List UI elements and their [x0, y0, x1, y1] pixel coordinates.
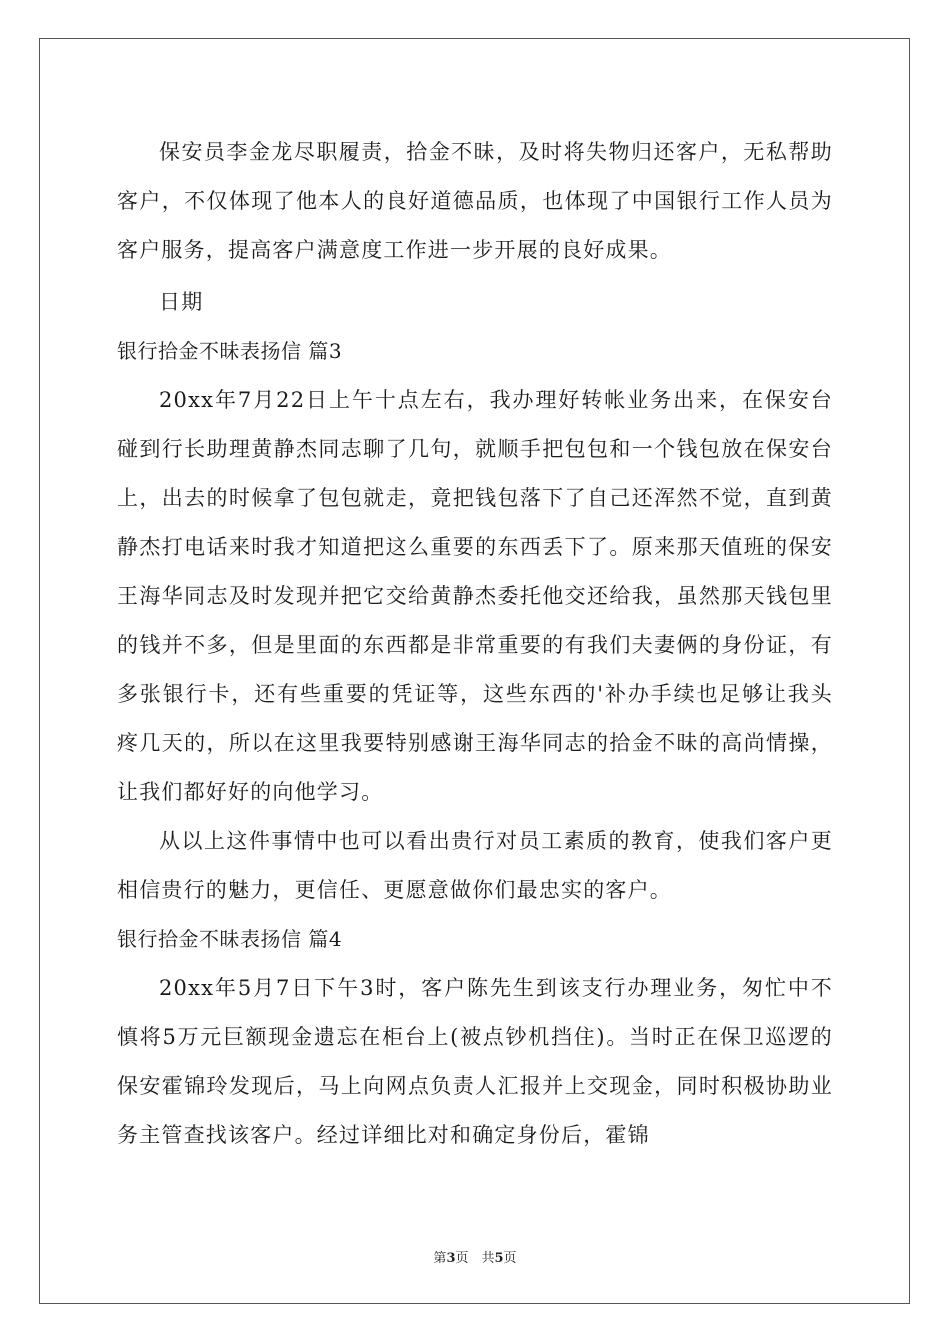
section-heading-3: 银行拾金不昧表扬信 篇3: [117, 339, 343, 363]
footer-mid: 页 共: [455, 1251, 495, 1266]
paragraph-2: 20xx年7月22日上午十点左右，我办理好转帐业务出来，在保安台碰到行长助理黄静杰同志聊了几句，就顺手把包包和一个钱包放在保安台上，出去的时候拿了包包就走，竟把钱包落下了自己还浑然不觉，直到黄静杰打电话来时我才知道把这么重要的东西丢下了。原来那天值班的保安王海华同志及时发现并把它交给黄静杰委托他交还给我，虽然那天钱包里的钱并不多，但是里面的东西都是非常重要的有我们夫妻俩的身份证，有多张银行卡，还有些重要的凭证等，这些东西的'补办手续也足够让我头疼几天的，所以在这里我要特别感谢王海华同志的拾金不昧的高尚情操，让我们都好好的向他学习。: [117, 388, 833, 804]
paragraph-1: 保安员李金龙尽职履责，拾金不昧，及时将失物归还客户，无私帮助客户，不仅体现了他本人的良好道德品质，也体现了中国银行工作人员为客户服务，提高客户满意度工作进一步开展的良好成果。: [117, 140, 833, 262]
footer-prefix: 第: [433, 1251, 447, 1266]
date-line: 日期: [159, 290, 204, 314]
paragraph-3: 从以上这件事情中也可以看出贵行对员工素质的教育，使我们客户更相信贵行的魅力，更信任、更愿意做你们最忠实的客户。: [117, 829, 833, 902]
paragraph-4: 20xx年5月7日下午3时，客户陈先生到该支行办理业务，匆忙中不慎将5万元巨额现金遗忘在柜台上(被点钞机挡住)。当时正在保卫巡逻的保安霍锦玲发现后，马上向网点负责人汇报并上交现金，同时积极协助业务主管查找该客户。经过详细比对和确定身份后，霍锦: [117, 976, 833, 1147]
footer-total-pages: 5: [494, 1251, 504, 1266]
page-footer: [0, 1247, 950, 1266]
footer-current-page: 3: [446, 1251, 456, 1266]
footer-suffix: 页: [503, 1251, 517, 1266]
document-body: [117, 128, 833, 1160]
section-heading-4: 银行拾金不昧表扬信 篇4: [117, 927, 343, 951]
